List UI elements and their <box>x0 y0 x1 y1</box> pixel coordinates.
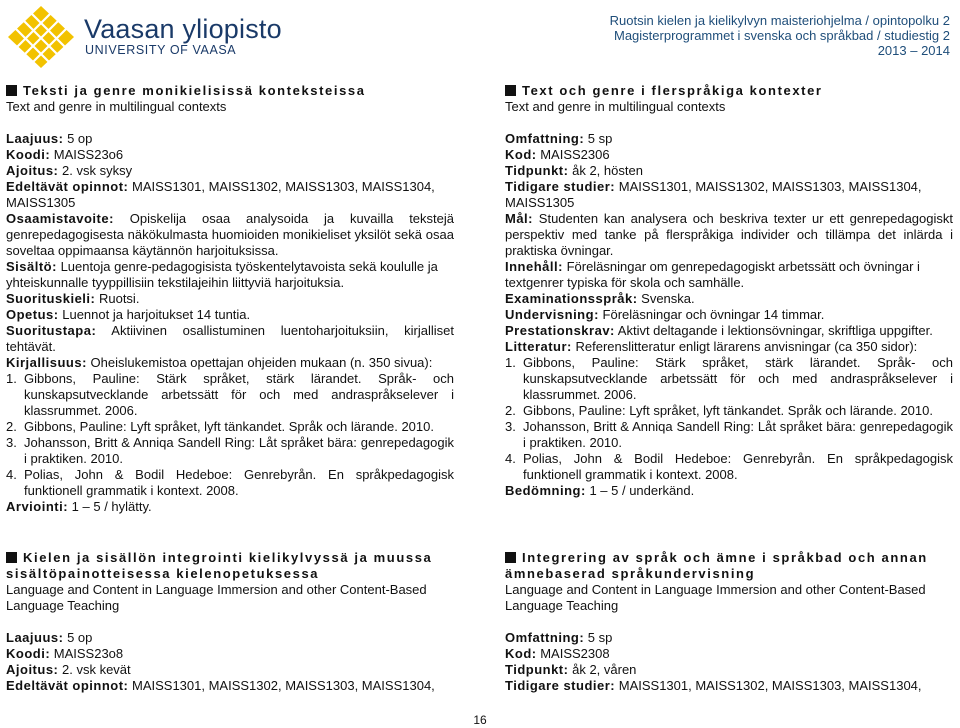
course-content: Innehåll: Föreläsningar om genrepedagogiskt arbetssätt och övningar i textgenrer typiska för skola och samhälle. <box>505 259 920 290</box>
course-timing: Tidpunkt: åk 2, våren <box>505 662 637 677</box>
university-logo <box>6 4 76 70</box>
course-grading: Arviointi: 1 – 5 / hylätty. <box>6 499 152 514</box>
university-name: Vaasan yliopisto <box>84 14 282 44</box>
program-swedish: Magisterprogrammet i svenska och språkbad / studiestig 2 <box>614 28 950 43</box>
course-title: Text och genre i flerspråkiga kontexter <box>505 83 953 99</box>
square-bullet-icon <box>505 552 516 563</box>
course-objective: Osaamistavoite: Opiskelija osaa analysoida ja kuvailla tekstejä genrepedagogisesta näkökulmasta huomioiden monikieliset yksilöt sekä osaa soveltaa oppimaansa käytännön harjoituksissa. <box>6 211 454 258</box>
course-objective: Mål: Studenten kan analysera och beskriva texter ur ett genrepedagogiskt perspektiv med tanke på flerspråkiga individer och tillämpa det inlärda i praktiska övningar. <box>505 211 953 258</box>
course-block-sv-language-content <box>505 550 953 694</box>
course-block-fi-language-content <box>6 550 454 694</box>
literature-item: 4. Polias, John & Bodil Hedeboe: Genrebyrån. En språkpedagogisk funktionell grammatik i kontext. 2008. <box>505 451 953 482</box>
course-code: Kod: MAISS2306 <box>505 147 610 162</box>
course-block-fi-text-genre <box>6 83 454 515</box>
program-finnish: Ruotsin kielen ja kielikylvyn maisteriohjelma / opintopolku 2 <box>609 13 950 28</box>
course-subtitle: Language and Content in Language Immersion and other Content-Based Language Teaching <box>505 582 926 613</box>
course-subtitle: Language and Content in Language Immersion and other Content-Based Language Teaching <box>6 582 427 613</box>
course-code: Kod: MAISS2308 <box>505 646 610 661</box>
course-title: Teksti ja genre monikielisissä konteksteissa <box>6 83 454 99</box>
literature-item: 1. Gibbons, Pauline: Stärk språket, stärk lärandet. Språk- och kunskapsutvecklande arbetssätt för och med andraspråkselever i klassrummet. 2006. <box>505 355 953 402</box>
course-code: Koodi: MAISS23o8 <box>6 646 124 661</box>
literature-item: 2. Gibbons, Pauline: Lyft språket, lyft tänkandet. Språk och lärande. 2010. <box>505 403 933 418</box>
course-literature: Litteratur: Referenslitteratur enligt lärarens anvisningar (ca 350 sidor): <box>505 339 918 354</box>
course-completion: Prestationskrav: Aktivt deltagande i lektionsövningar, skriftliga uppgifter. <box>505 323 933 338</box>
university-name-english: UNIVERSITY OF VAASA <box>85 43 237 57</box>
course-title: Kielen ja sisällön integrointi kielikylvyssä ja muussa sisältöpainotteisessa kielenopetuksessa <box>6 550 433 581</box>
course-language: Examinationsspråk: Svenska. <box>505 291 695 306</box>
square-bullet-icon <box>6 85 17 96</box>
course-subtitle: Text and genre in multilingual contexts <box>6 99 227 114</box>
course-block-sv-text-genre <box>505 83 953 499</box>
academic-years: 2013 – 2014 <box>877 43 950 58</box>
course-prerequisites: Edeltävät opinnot: MAISS1301, MAISS1302, MAISS1303, MAISS1304, <box>6 678 435 693</box>
literature-item: 4. Polias, John & Bodil Hedeboe: Genrebyrån. En språkpedagogisk funktionell grammatik i kontext. 2008. <box>6 467 454 498</box>
program-header <box>610 13 950 58</box>
literature-item: 2. Gibbons, Pauline: Lyft språket, lyft tänkandet. Språk och lärande. 2010. <box>6 419 434 434</box>
literature-item: 3. Johansson, Britt & Anniqa Sandell Ring: Låt språket bära: genrepedagogik i praktiken. 2010. <box>505 419 953 450</box>
course-timing: Tidpunkt: åk 2, hösten <box>505 163 643 178</box>
page-number: 16 <box>473 713 487 727</box>
course-prerequisites: Tidigare studier: MAISS1301, MAISS1302, MAISS1303, MAISS1304, <box>505 678 922 693</box>
course-credits: Laajuus: 5 op <box>6 630 93 645</box>
course-timing: Ajoitus: 2. vsk kevät <box>6 662 131 677</box>
course-language: Suorituskieli: Ruotsi. <box>6 291 140 306</box>
course-teaching: Undervisning: Föreläsningar och övningar 14 timmar. <box>505 307 825 322</box>
square-bullet-icon <box>6 552 17 563</box>
course-literature: Kirjallisuus: Oheislukemistoa opettajan ohjeiden mukaan (n. 350 sivua): <box>6 355 433 370</box>
course-credits: Omfattning: 5 sp <box>505 630 613 645</box>
literature-item: 1. Gibbons, Pauline: Stärk språket, stärk lärandet. Språk- och kunskapsutvecklande arbetssätt för och med andraspråkselever i klassrummet. 2006. <box>6 371 454 418</box>
literature-item: 3. Johansson, Britt & Anniqa Sandell Ring: Låt språket bära: genrepedagogik i praktiken. 2010. <box>6 435 454 466</box>
course-completion: Suoritustapa: Aktiivinen osallistuminen luentoharjoituksiin, kirjalliset tehtävät. <box>6 323 454 354</box>
course-prerequisites: Tidigare studier: MAISS1301, MAISS1302, MAISS1303, MAISS1304, MAISS1305 <box>505 179 922 210</box>
course-timing: Ajoitus: 2. vsk syksy <box>6 163 133 178</box>
course-code: Koodi: MAISS23o6 <box>6 147 124 162</box>
course-prerequisites: Edeltävät opinnot: MAISS1301, MAISS1302, MAISS1303, MAISS1304, MAISS1305 <box>6 179 435 210</box>
course-credits: Laajuus: 5 op <box>6 131 93 146</box>
square-bullet-icon <box>505 85 516 96</box>
course-subtitle: Text and genre in multilingual contexts <box>505 99 726 114</box>
course-grading: Bedömning: 1 – 5 / underkänd. <box>505 483 695 498</box>
course-credits: Omfattning: 5 sp <box>505 131 613 146</box>
course-content: Sisältö: Luentoja genre-pedagogisista työskentelytavoista sekä koululle ja yhteiskunnalle tyyppillisiin tekstilajeihin liittyviä harjoituksia. <box>6 259 438 290</box>
course-teaching: Opetus: Luennot ja harjoitukset 14 tuntia. <box>6 307 251 322</box>
course-title: Integrering av språk och ämne i språkbad och annan ämnebaserad språkundervisning <box>505 550 928 581</box>
